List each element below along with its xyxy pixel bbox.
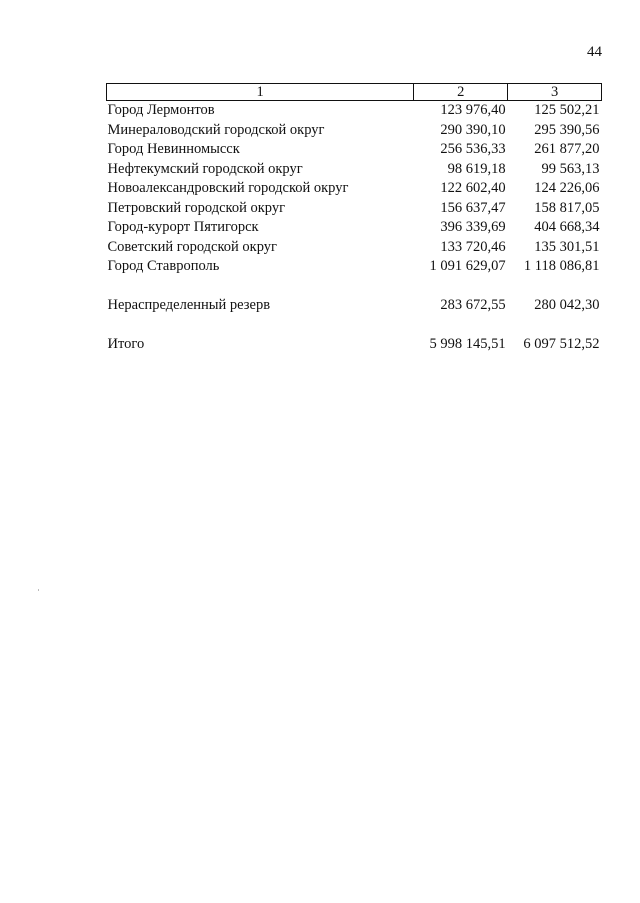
- row-value-col2: 256 536,33: [440, 141, 506, 157]
- row-name: Город-курорт Пятигорск: [107, 219, 259, 235]
- allocation-table: [106, 83, 602, 355]
- total-row: [107, 335, 602, 355]
- table-row: [107, 160, 602, 180]
- reserve-row: [107, 296, 602, 316]
- total-name: Итого: [107, 336, 145, 352]
- row-value-col3: 404 668,34: [534, 219, 600, 235]
- table-row: [107, 257, 602, 277]
- row-name: Минераловодский городской округ: [107, 121, 325, 138]
- row-value-col2: 1 091 629,07: [429, 258, 506, 274]
- row-value-col2: 133 720,46: [440, 238, 506, 255]
- table-row: [107, 238, 602, 258]
- table-row: [107, 218, 602, 238]
- reserve-value-col3: 280 042,30: [534, 297, 600, 313]
- row-value-col2: 290 390,10: [440, 121, 506, 138]
- row-value-col2: 122 602,40: [440, 180, 506, 196]
- column-header-3: 3: [508, 84, 602, 101]
- row-value-col3: 261 877,20: [534, 141, 600, 157]
- row-name: Новоалександровский городской округ: [107, 180, 349, 196]
- row-name: Город Ставрополь: [107, 258, 220, 274]
- table-header-row: [107, 84, 602, 101]
- spacer-row: [107, 277, 602, 297]
- spacer-row: [107, 316, 602, 336]
- row-name: Город Невинномысск: [107, 141, 240, 157]
- table-row: [107, 140, 602, 160]
- page-number: 44: [587, 44, 602, 60]
- row-value-col3: 124 226,06: [534, 180, 600, 196]
- row-value-col3: 1 118 086,81: [523, 258, 600, 274]
- row-value-col3: 158 817,05: [534, 199, 600, 216]
- column-header-2: 2: [414, 84, 508, 101]
- row-value-col3: 295 390,56: [534, 121, 600, 138]
- table-row: [107, 199, 602, 219]
- row-value-col2: 156 637,47: [440, 199, 506, 216]
- row-value-col3: 99 563,13: [541, 160, 600, 177]
- row-name: Советский городской округ: [107, 238, 277, 255]
- reserve-name: Нераспределенный резерв: [107, 297, 271, 313]
- row-name: Город Лермонтов: [107, 102, 215, 118]
- row-value-col3: 125 502,21: [534, 102, 600, 118]
- row-value-col2: 396 339,69: [440, 219, 506, 235]
- table-row: [107, 101, 602, 121]
- row-name: Петровский городской округ: [107, 199, 286, 216]
- column-header-1: 1: [107, 84, 414, 101]
- reserve-value-col2: 283 672,55: [440, 297, 506, 313]
- row-value-col2: 123 976,40: [440, 102, 506, 118]
- total-value-col3: 6 097 512,52: [523, 336, 600, 352]
- row-value-col3: 135 301,51: [534, 238, 600, 255]
- margin-mark: ʾ: [37, 588, 40, 598]
- row-value-col2: 98 619,18: [447, 160, 506, 177]
- table-row: [107, 121, 602, 141]
- row-name: Нефтекумский городской округ: [107, 160, 303, 177]
- table-row: [107, 179, 602, 199]
- total-value-col2: 5 998 145,51: [429, 336, 506, 352]
